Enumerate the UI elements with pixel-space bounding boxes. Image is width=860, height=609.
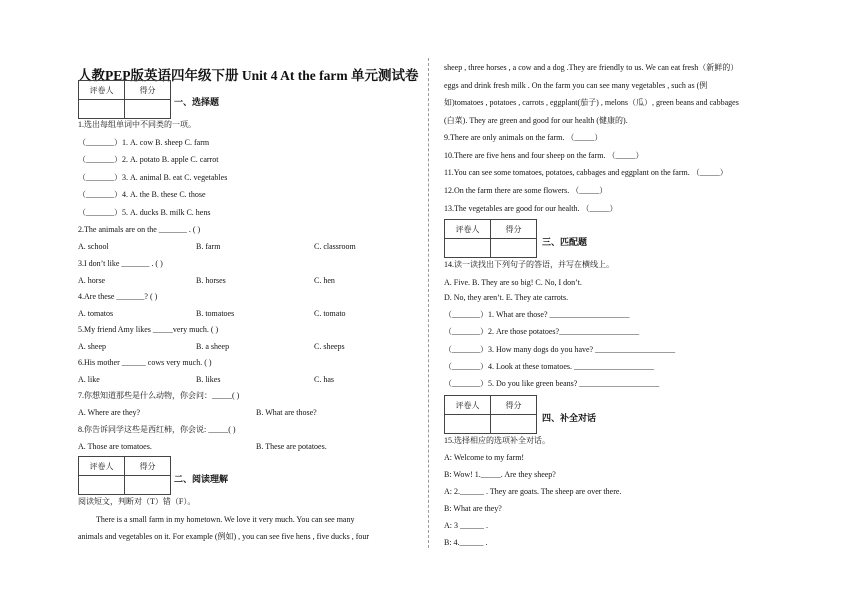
option-c: C. tomato <box>314 309 346 318</box>
list-item: （_______）4. Look at these tomatoes. ____________________ <box>444 362 654 371</box>
list-item: （_______）3. How many dogs do you have? ____________________ <box>444 345 676 354</box>
options-row <box>78 309 414 319</box>
score-cell <box>125 100 171 119</box>
statement: 10.There are five hens and four sheep on the farm. （_____） <box>444 151 644 160</box>
match-options: D. No, they aren’t. E. They ate carrots. <box>444 293 569 302</box>
column-divider <box>428 58 429 548</box>
dialogue-line: A: Welcome to my farm! <box>444 453 525 462</box>
option-a: A. Where are they? <box>78 408 141 417</box>
question-stem: 1.选出每组单词中不同类的一项。 <box>78 120 196 129</box>
passage-line: 如)tomatoes , potatoes , carrots , eggplant(茄子) , melons（瓜）, green beans and cabbages <box>444 98 739 107</box>
options-row <box>78 342 414 352</box>
section-heading: 二、阅读理解 <box>174 475 229 485</box>
option-b: B. farm <box>196 242 221 251</box>
option-b: B. tomatoes <box>196 309 235 318</box>
reviewer-cell <box>79 476 125 495</box>
reviewer-label: 评卷人 <box>79 457 125 476</box>
left-column <box>78 0 419 609</box>
section-heading: 一、选择题 <box>174 98 220 108</box>
question-stem: 8.你告诉同学这些是西红柿，你会说: _____( ) <box>78 425 236 434</box>
score-box <box>78 456 171 495</box>
list-item: （_______）5. Do you like green beans? ____________________ <box>444 379 660 388</box>
statement: 9.There are only animals on the farm. （_____） <box>444 133 603 142</box>
options-row <box>78 442 414 452</box>
question-stem: 14.读一读找出下列句子的答语，并写在横线上。 <box>444 260 614 269</box>
score-cell <box>125 476 171 495</box>
option-a: A. sheep <box>78 342 106 351</box>
score-cell <box>491 415 537 434</box>
question-stem: 15.选择相应的选项补全对话。 <box>444 436 550 445</box>
option-b: B. What are those? <box>256 408 317 417</box>
section-heading: 四、补全对话 <box>542 414 597 424</box>
list-item: （_______）1. A. cow B. sheep C. farm <box>78 138 210 147</box>
question-stem: 4.Are these _______? ( ) <box>78 292 158 301</box>
list-item: （_______）3. A. animal B. eat C. vegetables <box>78 173 228 182</box>
reviewer-label: 评卷人 <box>445 220 491 239</box>
passage-line: There is a small farm in my hometown. We love it very much. You can see many <box>96 515 355 524</box>
score-label: 得分 <box>491 396 537 415</box>
question-stem: 7.你想知道那些是什么动物，你会问：_____( ) <box>78 391 240 400</box>
match-options: A. Five. B. They are so big! C. No, I don’t. <box>444 278 582 287</box>
statement: 12.On the farm there are some flowers. （_____） <box>444 186 608 195</box>
passage-line: (白菜). They are green and good for our health (健康的). <box>444 116 628 125</box>
option-b: B. These are potatoes. <box>256 442 327 451</box>
option-b: B. a sheep <box>196 342 230 351</box>
option-c: C. hen <box>314 276 335 285</box>
section-heading: 三、匹配题 <box>542 238 588 248</box>
passage-line: sheep , three horses , a cow and a dog .They are friendly to us. We can eat fresh（新鲜的） <box>444 63 739 72</box>
reviewer-cell <box>445 415 491 434</box>
score-label: 得分 <box>491 220 537 239</box>
dialogue-line: B: Wow! 1._____. Are they sheep? <box>444 470 556 479</box>
option-c: C. has <box>314 375 334 384</box>
statement: 11.You can see some tomatoes, potatoes, cabbages and eggplant on the farm. （_____） <box>444 168 728 177</box>
list-item: （_______）4. A. the B. these C. those <box>78 190 206 199</box>
passage-line: animals and vegetables on it. For example (例如) , you can see five hens , five ducks , four <box>78 532 370 541</box>
question-stem: 2.The animals are on the _______ . ( ) <box>78 225 201 234</box>
score-label: 得分 <box>125 81 171 100</box>
list-item: （_______）5. A. ducks B. milk C. hens <box>78 208 211 217</box>
list-item: （_______）2. A. potato B. apple C. carrot <box>78 155 219 164</box>
option-a: A. like <box>78 375 100 384</box>
option-a: A. horse <box>78 276 106 285</box>
right-column <box>444 0 784 609</box>
list-item: （_______）2. Are those potatoes?____________________ <box>444 327 640 336</box>
reading-instruction: 阅读短文，判断对（T）错（F）。 <box>78 497 196 506</box>
option-a: A. Those are tomatoes. <box>78 442 152 451</box>
option-c: C. sheeps <box>314 342 345 351</box>
reviewer-cell <box>79 100 125 119</box>
reviewer-label: 评卷人 <box>79 81 125 100</box>
options-row <box>78 276 414 286</box>
reviewer-cell <box>445 239 491 258</box>
dialogue-line: B: What are they? <box>444 504 502 513</box>
score-box <box>78 80 171 119</box>
statement: 13.The vegetables are good for our health. （_____） <box>444 204 618 213</box>
score-label: 得分 <box>125 457 171 476</box>
options-row <box>78 375 414 385</box>
option-a: A. school <box>78 242 109 251</box>
options-row <box>78 242 414 252</box>
question-stem: 5.My friend Amy likes _____very much. ( ) <box>78 325 219 334</box>
passage-line: eggs and drink fresh milk . On the farm you can see many vegetables , such as (例 <box>444 81 708 90</box>
dialogue-line: A: 3 ______ . <box>444 521 488 530</box>
page-title: 人教PEP版英语四年级下册 Unit 4 At the farm 单元测试卷 <box>78 68 419 83</box>
option-a: A. tomatos <box>78 309 114 318</box>
list-item: （_______）1. What are those? ____________________ <box>444 310 630 319</box>
option-b: B. horses <box>196 276 226 285</box>
score-box <box>444 219 537 258</box>
dialogue-line: A: 2.______ . They are goats. The sheep are over there. <box>444 487 622 496</box>
reviewer-label: 评卷人 <box>445 396 491 415</box>
score-box <box>444 395 537 434</box>
option-c: C. classroom <box>314 242 356 251</box>
dialogue-line: B: 4.______ . <box>444 538 488 547</box>
question-stem: 3.I don’t like _______ . ( ) <box>78 259 163 268</box>
score-cell <box>491 239 537 258</box>
option-b: B. likes <box>196 375 221 384</box>
question-stem: 6.His mother ______ cows very much. ( ) <box>78 358 212 367</box>
options-row <box>78 408 414 418</box>
